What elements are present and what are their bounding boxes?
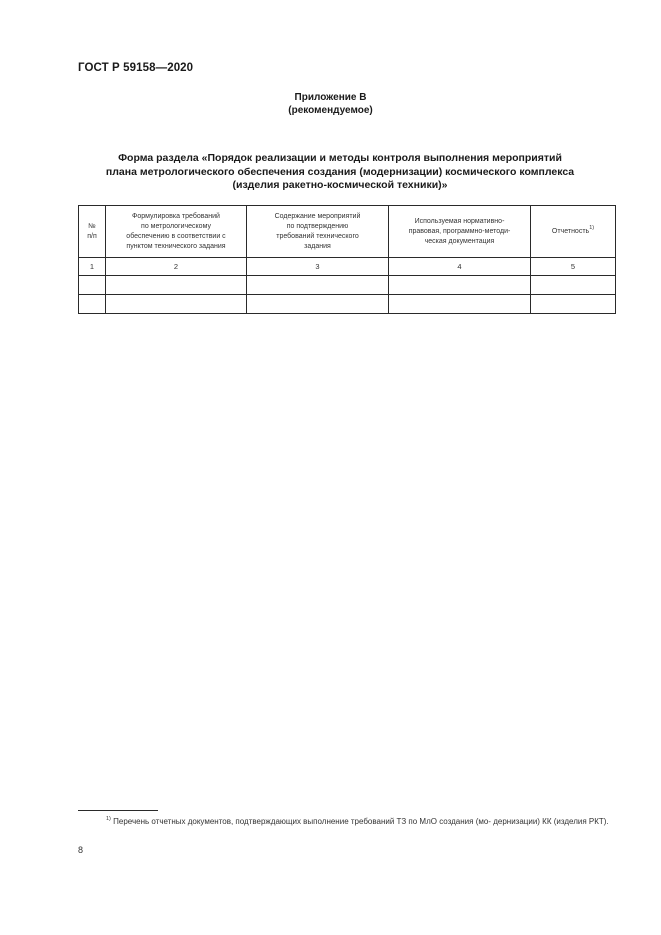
header-documentation-line-3: ческая документация xyxy=(424,237,495,245)
appendix-subtitle: (рекомендуемое) xyxy=(288,105,373,116)
column-number-row xyxy=(79,258,616,276)
appendix-heading xyxy=(0,91,661,117)
header-measures-line-2: по подтверждению xyxy=(286,222,349,230)
table-cell xyxy=(389,276,531,295)
column-number-cell: 3 xyxy=(247,258,389,276)
column-number-cell: 1 xyxy=(79,258,106,276)
header-number-line-2: п/п xyxy=(87,232,97,240)
table-cell xyxy=(106,276,247,295)
header-reporting-text: Отчетность xyxy=(551,227,590,235)
footnote xyxy=(78,816,615,827)
header-documentation-line-2: правовая, программно-методи- xyxy=(408,227,511,235)
table-row xyxy=(79,295,616,314)
table-header-row xyxy=(79,206,616,258)
header-cell-requirements xyxy=(106,206,247,258)
form-table xyxy=(78,205,616,314)
table-row xyxy=(79,276,616,295)
form-title xyxy=(60,152,620,193)
header-cell-reporting xyxy=(531,206,616,258)
table-cell xyxy=(389,295,531,314)
footnote-mark: 1) xyxy=(106,816,111,822)
column-number-cell: 5 xyxy=(531,258,616,276)
table-cell xyxy=(247,276,389,295)
header-requirements-line-4: пунктом технического задания xyxy=(126,242,226,250)
header-requirements-line-2: по метрологическому xyxy=(141,222,211,230)
header-requirements-line-1: Формулировка требований xyxy=(132,212,220,220)
header-number-line-1: № xyxy=(88,222,96,230)
footnote-text-line-2: дернизации) КК (изделия РКТ). xyxy=(493,817,609,826)
header-requirements-line-3: обеспечению в соответствии с xyxy=(126,232,226,240)
appendix-title: Приложение В xyxy=(294,92,367,103)
header-measures-line-4: задания xyxy=(304,242,331,250)
form-title-line-1: Форма раздела «Порядок реализации и методы контроля выполнения мероприятий xyxy=(118,152,562,164)
header-measures-line-3: требований технического xyxy=(276,232,359,240)
footnote-reference-mark: 1) xyxy=(589,224,595,231)
page-number: 8 xyxy=(78,845,84,855)
table-cell xyxy=(106,295,247,314)
table-cell xyxy=(531,295,616,314)
table-cell xyxy=(79,276,106,295)
header-cell-measures xyxy=(247,206,389,258)
header-cell-number xyxy=(79,206,106,258)
column-number-cell: 2 xyxy=(106,258,247,276)
document-code: ГОСТ Р 59158—2020 xyxy=(78,62,194,74)
table-cell xyxy=(79,295,106,314)
form-title-line-2: плана метрологического обеспечения создания (модернизации) космического комплекса xyxy=(105,165,575,178)
table-cell xyxy=(531,276,616,295)
footnote-divider xyxy=(78,810,158,811)
header-measures-line-1: Содержание мероприятий xyxy=(274,212,361,220)
column-number-cell: 4 xyxy=(389,258,531,276)
form-title-line-3: (изделия ракетно-космической техники)» xyxy=(232,179,448,191)
header-documentation-line-1: Используемая нормативно- xyxy=(414,217,505,225)
header-cell-documentation xyxy=(389,206,531,258)
footnote-text-line-1: Перечень отчетных документов, подтверждающих выполнение требований ТЗ по МлО создания (мо- xyxy=(113,817,491,826)
table-cell xyxy=(247,295,389,314)
